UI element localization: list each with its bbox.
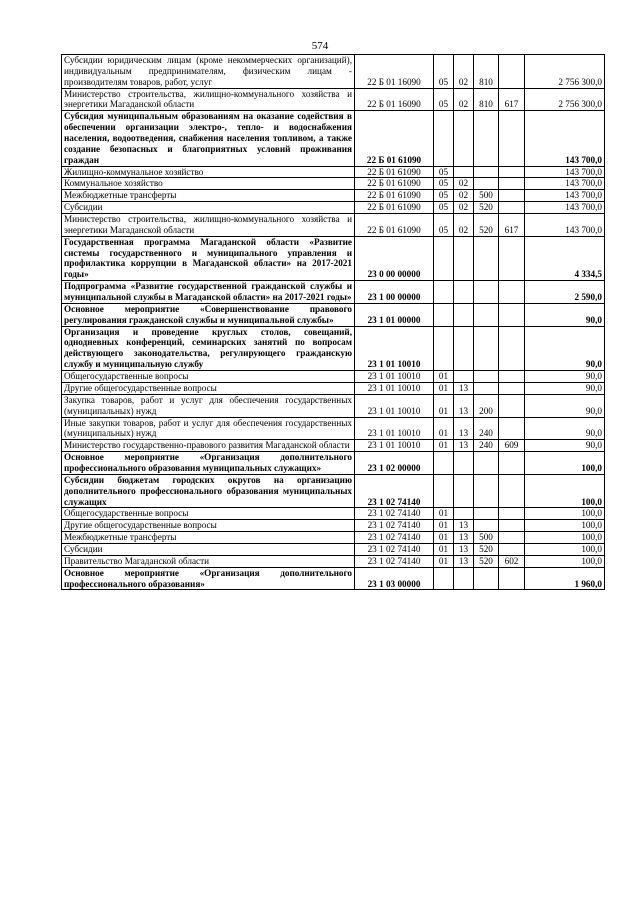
administrator-code-cell — [499, 474, 525, 508]
table-row — [62, 440, 605, 452]
table-row — [62, 281, 605, 304]
administrator-code-cell — [499, 326, 525, 370]
administrator-code-cell — [499, 532, 525, 544]
administrator-code-cell — [499, 281, 525, 304]
section-code-cell — [434, 111, 454, 166]
amount-cell: 2 756 300,0 — [525, 55, 605, 89]
table-row — [62, 452, 605, 475]
section-code-cell: 05 — [434, 214, 454, 237]
expense-type-code-cell — [474, 281, 499, 304]
table-row — [62, 236, 605, 280]
target-code-cell: 23 1 02 74140 — [355, 474, 434, 508]
expense-type-code-cell — [474, 508, 499, 520]
section-code-cell — [434, 303, 454, 326]
table-row — [62, 214, 605, 237]
section-code-cell — [434, 452, 454, 475]
table-row — [62, 166, 605, 178]
subsection-code-cell — [454, 452, 474, 475]
subsection-code-cell: 13 — [454, 520, 474, 532]
expense-type-code-cell: 200 — [474, 394, 499, 417]
subsection-code-cell: 13 — [454, 543, 474, 555]
amount-cell: 90,0 — [525, 326, 605, 370]
item-name-cell: Основное мероприятие «Организация дополнительного профессионального образования» — [62, 567, 355, 590]
amount-cell: 100,0 — [525, 532, 605, 544]
table-row — [62, 88, 605, 111]
amount-cell: 143 700,0 — [525, 178, 605, 190]
expense-type-code-cell — [474, 520, 499, 532]
subsection-code-cell: 13 — [454, 394, 474, 417]
expense-type-code-cell: 500 — [474, 532, 499, 544]
section-code-cell: 01 — [434, 371, 454, 383]
section-code-cell: 05 — [434, 202, 454, 214]
item-name-cell: Общегосударственные вопросы — [62, 371, 355, 383]
subsection-code-cell: 13 — [454, 440, 474, 452]
table-row — [62, 394, 605, 417]
item-name-cell: Межбюджетные трансферты — [62, 532, 355, 544]
subsection-code-cell — [454, 166, 474, 178]
amount-cell: 100,0 — [525, 508, 605, 520]
subsection-code-cell — [454, 326, 474, 370]
target-code-cell: 22 Б 01 61090 — [355, 166, 434, 178]
administrator-code-cell — [499, 202, 525, 214]
section-code-cell: 01 — [434, 508, 454, 520]
table-row — [62, 326, 605, 370]
expense-type-code-cell: 810 — [474, 55, 499, 89]
expense-type-code-cell — [474, 326, 499, 370]
expense-type-code-cell: 240 — [474, 417, 499, 440]
section-code-cell: 01 — [434, 532, 454, 544]
amount-cell: 1 960,0 — [525, 567, 605, 590]
table-row — [62, 178, 605, 190]
item-name-cell: Государственная программа Магаданской области «Развитие системы государственного и муниципального управления и профилактика коррупции в Магаданской области» на 2017-2021 годы» — [62, 236, 355, 280]
table-row — [62, 520, 605, 532]
expense-type-code-cell: 500 — [474, 190, 499, 202]
item-name-cell: Общегосударственные вопросы — [62, 508, 355, 520]
target-code-cell: 23 0 00 00000 — [355, 236, 434, 280]
item-name-cell: Другие общегосударственные вопросы — [62, 382, 355, 394]
table-row — [62, 543, 605, 555]
subsection-code-cell — [454, 567, 474, 590]
section-code-cell — [434, 567, 454, 590]
expense-type-code-cell: 520 — [474, 555, 499, 567]
subsection-code-cell: 13 — [454, 532, 474, 544]
section-code-cell: 05 — [434, 178, 454, 190]
table-row — [62, 55, 605, 89]
target-code-cell: 23 1 01 10010 — [355, 382, 434, 394]
table-row — [62, 555, 605, 567]
target-code-cell: 22 Б 01 61090 — [355, 190, 434, 202]
target-code-cell: 23 1 01 10010 — [355, 394, 434, 417]
item-name-cell: Субсидии — [62, 543, 355, 555]
target-code-cell: 22 Б 01 16090 — [355, 55, 434, 89]
subsection-code-cell: 02 — [454, 202, 474, 214]
subsection-code-cell — [454, 236, 474, 280]
target-code-cell: 23 1 01 00000 — [355, 303, 434, 326]
administrator-code-cell — [499, 111, 525, 166]
item-name-cell: Организация и проведение круглых столов, совещаний, однодневных конференций, семинарских занятий по вопросам действующего законодательства, регулирующего гражданскую службу и муниципальную службу — [62, 326, 355, 370]
section-code-cell — [434, 474, 454, 508]
target-code-cell: 23 1 02 74140 — [355, 532, 434, 544]
subsection-code-cell: 02 — [454, 55, 474, 89]
item-name-cell: Жилищно-коммунальное хозяйство — [62, 166, 355, 178]
administrator-code-cell — [499, 178, 525, 190]
administrator-code-cell — [499, 371, 525, 383]
table-row — [62, 474, 605, 508]
amount-cell: 90,0 — [525, 417, 605, 440]
subsection-code-cell: 13 — [454, 382, 474, 394]
subsection-code-cell: 02 — [454, 190, 474, 202]
administrator-code-cell — [499, 520, 525, 532]
table-row — [62, 508, 605, 520]
item-name-cell: Межбюджетные трансферты — [62, 190, 355, 202]
administrator-code-cell — [499, 166, 525, 178]
item-name-cell: Министерство государственно-правового развития Магаданской области — [62, 440, 355, 452]
subsection-code-cell: 02 — [454, 178, 474, 190]
section-code-cell: 01 — [434, 543, 454, 555]
amount-cell: 90,0 — [525, 440, 605, 452]
amount-cell: 143 700,0 — [525, 202, 605, 214]
table-row — [62, 303, 605, 326]
item-name-cell: Министерство строительства, жилищно-коммунального хозяйства и энергетики Магаданской области — [62, 214, 355, 237]
target-code-cell: 23 1 01 10010 — [355, 440, 434, 452]
administrator-code-cell — [499, 394, 525, 417]
item-name-cell: Подпрограмма «Развитие государственной гражданской службы и муниципальной службы в Магаданской области» на 2017-2021 годы» — [62, 281, 355, 304]
administrator-code-cell — [499, 236, 525, 280]
section-code-cell — [434, 326, 454, 370]
target-code-cell: 23 1 01 10010 — [355, 371, 434, 383]
administrator-code-cell — [499, 303, 525, 326]
amount-cell: 100,0 — [525, 452, 605, 475]
target-code-cell: 23 1 02 74140 — [355, 543, 434, 555]
table-row — [62, 532, 605, 544]
expense-type-code-cell: 240 — [474, 440, 499, 452]
expense-type-code-cell: 520 — [474, 543, 499, 555]
table-row — [62, 190, 605, 202]
administrator-code-cell: 617 — [499, 214, 525, 237]
item-name-cell: Закупка товаров, работ и услуг для обеспечения государственных (муниципальных) нужд — [62, 394, 355, 417]
table-row — [62, 382, 605, 394]
table-body — [62, 55, 605, 590]
administrator-code-cell — [499, 417, 525, 440]
item-name-cell: Субсидии — [62, 202, 355, 214]
item-name-cell: Основное мероприятие «Организация дополнительного профессионального образования муниципальных служащих» — [62, 452, 355, 475]
expense-type-code-cell — [474, 567, 499, 590]
table-row — [62, 417, 605, 440]
administrator-code-cell — [499, 543, 525, 555]
expense-type-code-cell — [474, 371, 499, 383]
expense-type-code-cell: 520 — [474, 202, 499, 214]
item-name-cell: Основное мероприятие «Совершенствование правового регулирования гражданской службы и муниципальной службы» — [62, 303, 355, 326]
section-code-cell: 05 — [434, 55, 454, 89]
amount-cell: 100,0 — [525, 543, 605, 555]
item-name-cell: Субсидии бюджетам городских округов на организацию дополнительного профессионального образования муниципальных служащих — [62, 474, 355, 508]
section-code-cell: 01 — [434, 382, 454, 394]
section-code-cell — [434, 281, 454, 304]
expense-type-code-cell — [474, 474, 499, 508]
administrator-code-cell — [499, 452, 525, 475]
subsection-code-cell: 13 — [454, 555, 474, 567]
amount-cell: 143 700,0 — [525, 190, 605, 202]
amount-cell: 143 700,0 — [525, 111, 605, 166]
budget-table — [61, 54, 605, 590]
amount-cell: 90,0 — [525, 382, 605, 394]
target-code-cell: 23 1 00 00000 — [355, 281, 434, 304]
target-code-cell: 23 1 02 74140 — [355, 555, 434, 567]
target-code-cell: 23 1 01 10010 — [355, 326, 434, 370]
table-row — [62, 202, 605, 214]
item-name-cell: Субсидии юридическим лицам (кроме некоммерческих организаций), индивидуальным предпринимателям, физическим лицам - производителям товаров, работ, услуг — [62, 55, 355, 89]
target-code-cell: 23 1 01 10010 — [355, 417, 434, 440]
amount-cell: 143 700,0 — [525, 214, 605, 237]
expense-type-code-cell — [474, 111, 499, 166]
amount-cell: 2 590,0 — [525, 281, 605, 304]
table-row — [62, 567, 605, 590]
target-code-cell: 22 Б 01 61090 — [355, 178, 434, 190]
item-name-cell: Другие общегосударственные вопросы — [62, 520, 355, 532]
amount-cell: 2 756 300,0 — [525, 88, 605, 111]
administrator-code-cell — [499, 382, 525, 394]
administrator-code-cell: 602 — [499, 555, 525, 567]
section-code-cell: 01 — [434, 440, 454, 452]
expense-type-code-cell — [474, 178, 499, 190]
subsection-code-cell: 13 — [454, 417, 474, 440]
section-code-cell: 05 — [434, 88, 454, 111]
amount-cell: 100,0 — [525, 474, 605, 508]
section-code-cell: 01 — [434, 417, 454, 440]
section-code-cell: 05 — [434, 166, 454, 178]
expense-type-code-cell — [474, 166, 499, 178]
section-code-cell: 01 — [434, 555, 454, 567]
subsection-code-cell: 02 — [454, 88, 474, 111]
subsection-code-cell — [454, 303, 474, 326]
administrator-code-cell: 617 — [499, 88, 525, 111]
administrator-code-cell: 609 — [499, 440, 525, 452]
target-code-cell: 23 1 02 00000 — [355, 452, 434, 475]
section-code-cell — [434, 236, 454, 280]
target-code-cell: 23 1 02 74140 — [355, 520, 434, 532]
administrator-code-cell — [499, 567, 525, 590]
expense-type-code-cell — [474, 303, 499, 326]
subsection-code-cell — [454, 508, 474, 520]
item-name-cell: Правительство Магаданской области — [62, 555, 355, 567]
section-code-cell: 01 — [434, 394, 454, 417]
subsection-code-cell: 02 — [454, 214, 474, 237]
table-row — [62, 111, 605, 166]
subsection-code-cell — [454, 111, 474, 166]
expense-type-code-cell — [474, 452, 499, 475]
item-name-cell: Субсидия муниципальным образованиям на оказание содействия в обеспечении организации электро-, тепло- и водоснабжения населения, водоотведения, снабжения населения топливом, а также создание безопасных и благоприятных условий проживания граждан — [62, 111, 355, 166]
administrator-code-cell — [499, 55, 525, 89]
expense-type-code-cell — [474, 236, 499, 280]
amount-cell: 90,0 — [525, 394, 605, 417]
table-row — [62, 371, 605, 383]
target-code-cell: 22 Б 01 61090 — [355, 202, 434, 214]
amount-cell: 4 334,5 — [525, 236, 605, 280]
page-number: 574 — [311, 40, 329, 52]
amount-cell: 100,0 — [525, 520, 605, 532]
amount-cell: 90,0 — [525, 303, 605, 326]
item-name-cell: Иные закупки товаров, работ и услуг для обеспечения государственных (муниципальных) нужд — [62, 417, 355, 440]
section-code-cell: 05 — [434, 190, 454, 202]
subsection-code-cell — [454, 371, 474, 383]
target-code-cell: 22 Б 01 61090 — [355, 214, 434, 237]
amount-cell: 100,0 — [525, 555, 605, 567]
amount-cell: 143 700,0 — [525, 166, 605, 178]
expense-type-code-cell — [474, 382, 499, 394]
administrator-code-cell — [499, 508, 525, 520]
item-name-cell: Коммунальное хозяйство — [62, 178, 355, 190]
expense-type-code-cell: 520 — [474, 214, 499, 237]
subsection-code-cell — [454, 281, 474, 304]
target-code-cell: 23 1 02 74140 — [355, 508, 434, 520]
amount-cell: 90,0 — [525, 371, 605, 383]
target-code-cell: 22 Б 01 61090 — [355, 111, 434, 166]
section-code-cell: 01 — [434, 520, 454, 532]
expense-type-code-cell: 810 — [474, 88, 499, 111]
item-name-cell: Министерство строительства, жилищно-коммунального хозяйства и энергетики Магаданской области — [62, 88, 355, 111]
administrator-code-cell — [499, 190, 525, 202]
target-code-cell: 22 Б 01 16090 — [355, 88, 434, 111]
target-code-cell: 23 1 03 00000 — [355, 567, 434, 590]
subsection-code-cell — [454, 474, 474, 508]
